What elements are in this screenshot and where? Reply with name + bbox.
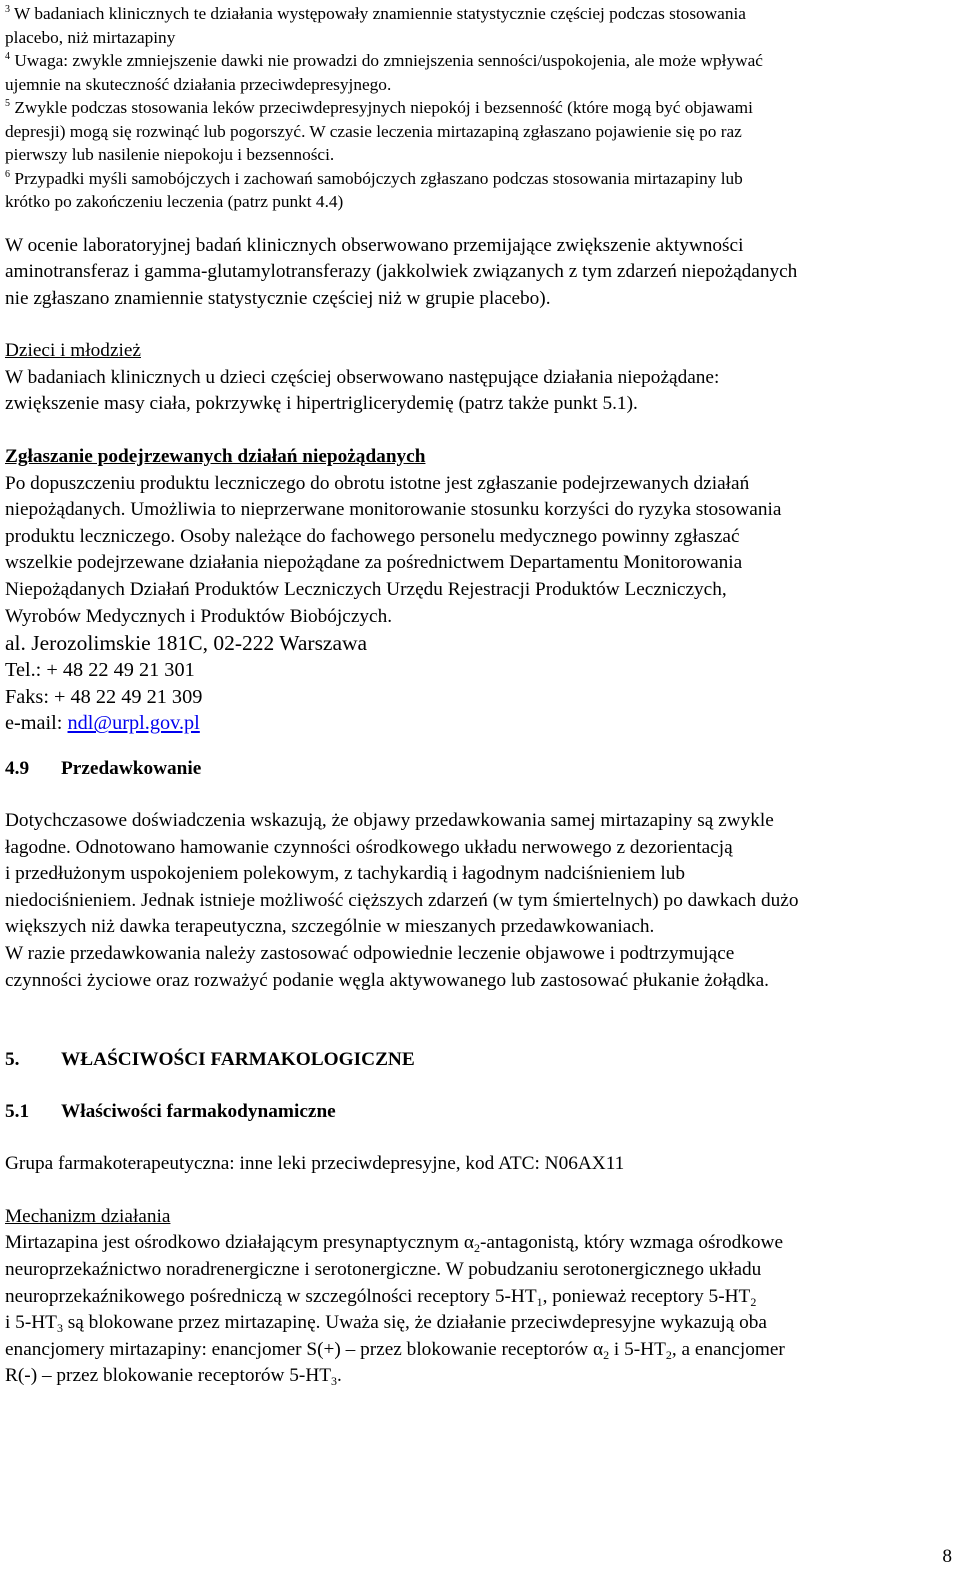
text-line: Dotychczasowe doświadczenia wskazują, że objawy przedawkowania samej mirtazapiny są zwykle xyxy=(5,810,774,831)
footnote-line: krótko po zakończeniu leczenia (patrz punkt 4.4) xyxy=(5,192,344,211)
footnote-3 xyxy=(5,0,955,49)
section-title: WŁAŚCIWOŚCI FARMAKOLOGICZNE xyxy=(61,1049,415,1071)
footnote-line: ujemnie na skuteczność działania przeciwdepresyjnego. xyxy=(5,74,392,94)
text-line: wszelkie podejrzewane działania niepożądane za pośrednictwem Departamentu Monitorowania xyxy=(5,552,743,574)
section-4-9-heading xyxy=(5,756,955,782)
reporting-address: al. Jerozolimskie 181C, 02-222 Warszawa xyxy=(5,631,368,656)
footnote-number: 5 xyxy=(5,98,10,109)
text-line: Niepożądanych Działań Produktów Leczniczych Urzędu Rejestracji Produktów Leczniczych, xyxy=(5,579,727,601)
reporting-heading: Zgłaszanie podejrzewanych działań niepożądanych xyxy=(5,446,426,468)
children-section xyxy=(5,338,955,418)
text-line: neuroprzekaźnictwo noradrenergiczne i serotonergiczne. W pobudzaniu serotonergicznego układu xyxy=(5,1258,762,1280)
text-line: nie zgłaszano znamiennie statystycznie częściej niż w grupie placebo). xyxy=(5,287,551,309)
reporting-section xyxy=(5,444,955,630)
text-line: czynności życiowe oraz rozważyć podanie węgla aktywowanego lub zastosować płukanie żołądka. xyxy=(5,969,769,991)
text-line: łagodne. Odnotowano hamowanie czynności ośrodkowego układu nerwowego z dezorientacją xyxy=(5,836,733,858)
text-line: neuroprzekaźnikowego pośredniczą w szczególności receptory $5-HT_1$, ponieważ receptory $5-HT_2$ xyxy=(5,1285,757,1309)
reporting-fax: Faks: + 48 22 49 21 309 xyxy=(5,685,203,708)
footnote-number: 3 xyxy=(5,4,10,15)
section-title: Właściwości farmakodynamiczne xyxy=(61,1101,336,1123)
pharmacotherapeutic-group: Grupa farmakoterapeutyczna: inne leki przeciwdepresyjne, kod ATC: N06AX11 xyxy=(5,1153,625,1175)
footnote-number: 4 xyxy=(5,51,10,62)
text-line: niepożądanych. Umożliwia to nieprzerwane monitorowanie stosunku korzyści do ryzyka stosowania xyxy=(5,499,782,521)
text-line: W razie przedawkowania należy zastosować odpowiednie leczenie objawowe i podtrzymujące xyxy=(5,942,735,964)
mechanism-section xyxy=(5,1204,955,1390)
email-label: e-mail: xyxy=(5,712,68,735)
section-title: Przedawkowanie xyxy=(61,758,202,779)
reporting-email-row xyxy=(5,710,955,737)
footnote-line: placebo, niż mirtazapiny xyxy=(5,27,176,47)
text-line: zwiększenie masy ciała, pokrzywkę i hipertriglicerydemię (patrz także punkt 5.1). xyxy=(5,393,638,415)
footnote-line: Przypadki myśli samobójczych i zachowań samobójczych zgłaszano podczas stosowania mirtazapiny lub xyxy=(14,168,743,188)
text-line: Mirtazapina jest ośrodkowo działającym presynaptycznym $\alpha_2$-antagonistą, który wzmaga ośrodkowe xyxy=(5,1232,784,1256)
page-number: 8 xyxy=(942,1546,952,1567)
footnote-line: pierwszy lub nasilenie niepokoju i bezsenności. xyxy=(5,145,335,164)
text-line: produktu leczniczego. Osoby należące do fachowego personelu medycznego powinny zgłaszać xyxy=(5,525,740,547)
text-line: niedociśnieniem. Jednak istnieje możliwość cięższych zdarzeń (w tym śmiertelnych) po dawkach dużo xyxy=(5,889,799,911)
overdose-paragraph xyxy=(5,808,955,994)
section-number: 4.9 xyxy=(5,758,30,779)
section-5-1-heading xyxy=(5,1099,955,1125)
text-line: W badaniach klinicznych u dzieci częściej obserwowano następujące działania niepożądane: xyxy=(5,366,720,388)
document-page xyxy=(5,0,955,1390)
text-line: i przedłużonym uspokojeniem polekowym, z tachykardią i łagodnym nadciśnieniem lub xyxy=(5,863,686,885)
mechanism-heading: Mechanizm działania xyxy=(5,1205,171,1227)
text-line: R(-) – przez blokowanie receptorów $5-HT_3$. xyxy=(5,1365,342,1389)
footnote-5 xyxy=(5,96,955,167)
text-line: Wyrobów Medycznych i Produktów Biobójczych. xyxy=(5,605,393,627)
section-number: 5.1 xyxy=(5,1101,30,1123)
footnote-number: 6 xyxy=(5,168,10,180)
section-number: 5. xyxy=(5,1049,20,1071)
text-line: większych niż dawka terapeutyczna, szczególnie w mieszanych przedawkowaniach. xyxy=(5,916,655,938)
footnote-line: Uwaga: zwykle zmniejszenie dawki nie prowadzi do zmniejszenia senności/uspokojenia, ale może wpływać xyxy=(14,51,763,70)
footnote-line: depresji) mogą się rozwinąć lub pogorszyć. W czasie leczenia mirtazapiną zgłaszano pojawienie się po raz xyxy=(5,121,742,141)
footnote-4 xyxy=(5,49,955,96)
text-line: enancjomery mirtazapiny: enancjomer S(+) – przez blokowanie receptorów $\alpha_2$ i $5-HT_2$, a enancjomer xyxy=(5,1338,785,1362)
email-link[interactable]: ndl@urpl.gov.pl xyxy=(67,712,200,735)
footnote-6 xyxy=(5,167,955,214)
footnote-line: W badaniach klinicznych te działania występowały znamiennie statystycznie częściej podczas stosowania xyxy=(14,4,746,23)
footnote-line: Zwykle podczas stosowania leków przeciwdepresyjnych niepokój i bezsenność (które mogą być objawami xyxy=(14,98,753,117)
section-5-heading xyxy=(5,1047,955,1073)
text-line: Po dopuszczeniu produktu leczniczego do obrotu istotne jest zgłaszanie podejrzewanych działań xyxy=(5,472,750,494)
text-line: aminotransferaz i gamma-glutamylotransferazy (jakkolwiek związanych z tym zdarzeń niepożądanych xyxy=(5,261,798,283)
reporting-tel: Tel.: + 48 22 49 21 301 xyxy=(5,659,195,682)
lab-paragraph xyxy=(5,233,955,313)
children-heading: Dzieci i młodzież xyxy=(5,340,141,362)
text-line: W ocenie laboratoryjnej badań klinicznych obserwowano przemijające zwiększenie aktywności xyxy=(5,234,744,256)
text-line: i $5-HT_3$ są blokowane przez mirtazapinę. Uważa się, że działanie przeciwdepresyjne wykazują oba xyxy=(5,1312,767,1336)
